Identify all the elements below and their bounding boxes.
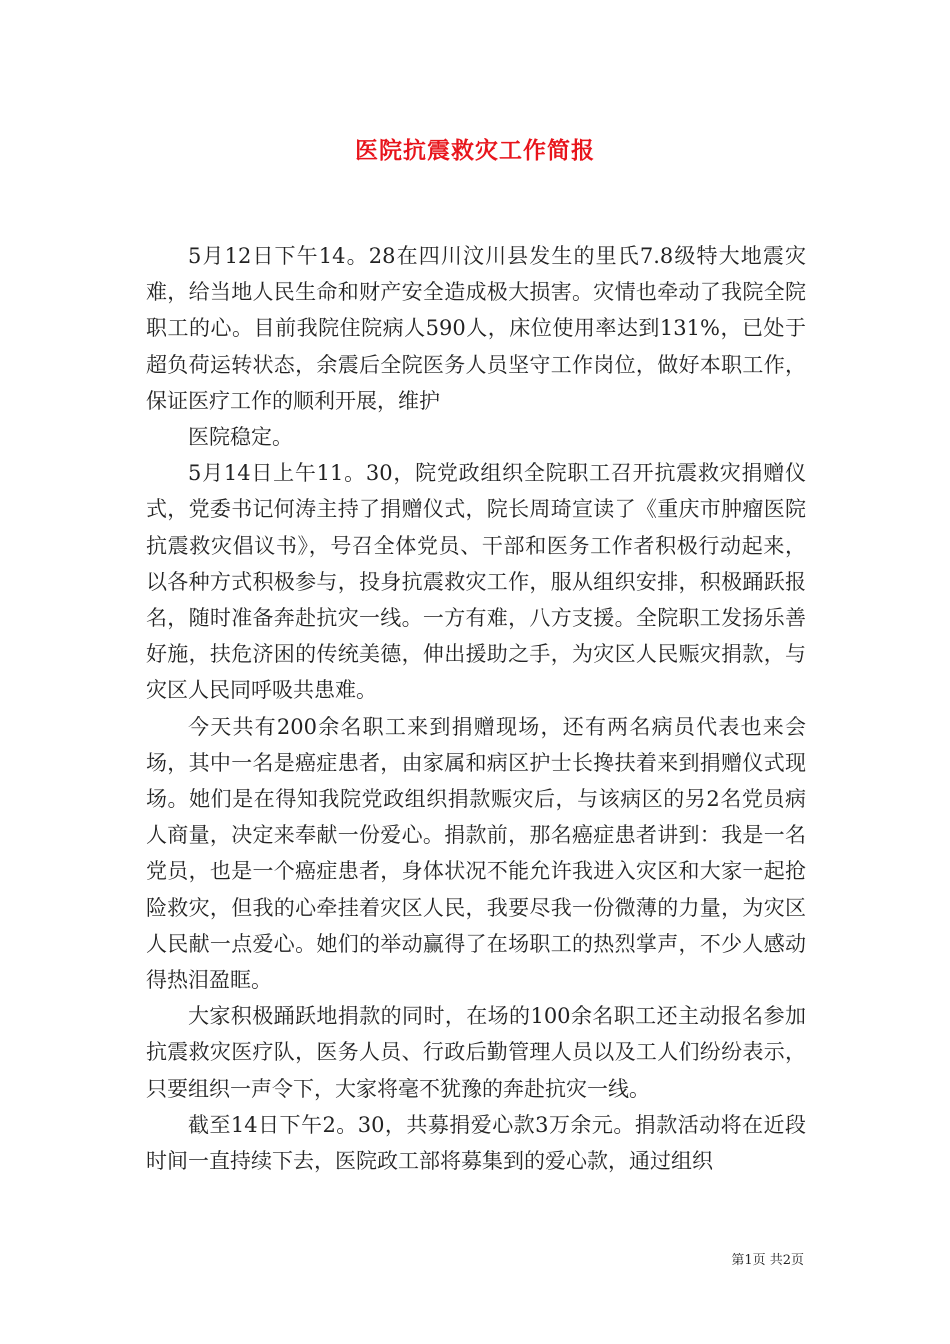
page-number-footer: 第1页 共2页 [731, 1253, 804, 1268]
paragraph-4: 今天共有200余名职工来到捐赠现场，还有两名病员代表也来会场，其中一名是癌症患者，由家属和病区护士长搀扶着来到捐赠仪式现场。她们是在得知我院党政组织捐款赈灾后，与该病区的另2名党员病人商量，决定来奉献一份爱心。捐款前，那名癌症患者讲到：我是一名党员，也是一个癌症患者，身体状况不能允许我进入灾区和大家一起抢险救灾，但我的心牵挂着灾区人民，我要尽我一份微薄的力量，为灾区人民献一点爱心。她们的举动赢得了在场职工的热烈掌声，不少人感动得热泪盈眶。 [146, 714, 806, 993]
paragraph-3: 5月14日上午11。30，院党政组织全院职工召开抗震救灾捐赠仪式，党委书记何涛主持了捐赠仪式，院长周琦宣读了《重庆市肿瘤医院抗震救灾倡议书》，号召全体党员、干部和医务工作者积极行动起来，以各种方式积极参与，投身抗震救灾工作，服从组织安排，积极踊跃报名，随时准备奔赴抗灾一线。一方有难，八方支援。全院职工发扬乐善好施，扶危济困的传统美德，伸出援助之手，为灾区人民赈灾捐款，与灾区人民同呼吸共患难。 [146, 461, 806, 703]
paragraph-5: 大家积极踊跃地捐款的同时，在场的100余名职工还主动报名参加抗震救灾医疗队，医务人员、行政后勤管理人员以及工人们纷纷表示，只要组织一声令下，大家将毫不犹豫的奔赴抗灾一线。 [146, 1004, 806, 1101]
paragraph-6: 截至14日下午2。30，共募捐爱心款3万余元。捐款活动将在近段时间一直持续下去，医院政工部将募集到的爱心款，通过组织 [146, 1112, 806, 1174]
document-body [146, 238, 806, 1179]
paragraph-1: 5月12日下午14。28在四川汶川县发生的里氏7.8级特大地震灾难，给当地人民生命和财产安全造成极大损害。灾情也牵动了我院全院职工的心。目前我院住院病人590人，床位使用率达到131%，已处于超负荷运转状态，余震后全院医务人员坚守工作岗位，做好本职工作，保证医疗工作的顺利开展，维护 [146, 244, 806, 413]
paragraph-2: 医院稳定。 [188, 425, 293, 450]
document-title: 医院抗震救灾工作简报 [355, 137, 595, 164]
